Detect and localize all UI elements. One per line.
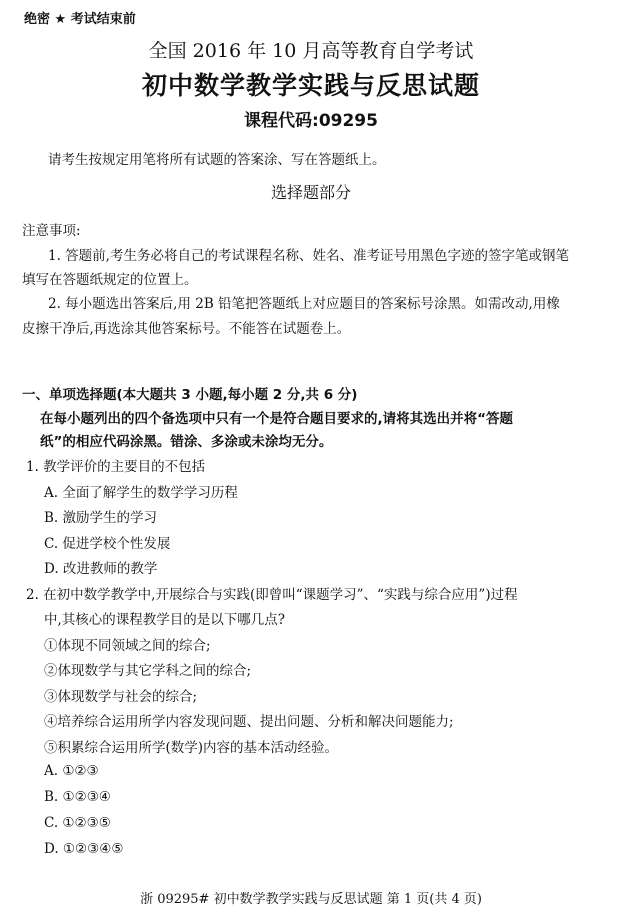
question-2-stem-line-1: 2. 在初中数学教学中,开展综合与实践(即曾叫“课题学习”、“实践与综合应用”)过程 bbox=[26, 587, 518, 603]
q2-point-5: ⑤积累综合运用所学(数学)内容的基本活动经验。 bbox=[44, 740, 339, 756]
q2-point-3: ③体现数学与社会的综合; bbox=[44, 689, 198, 705]
section-title: 选择题部分 bbox=[270, 183, 351, 202]
part1-description-line-1: 在每小题列出的四个备选项中只有一个是符合题目要求的,请将其选出并将“答题 bbox=[40, 411, 513, 427]
exam-session-line: 全国 2016 年 10 月高等教育自学考试 bbox=[148, 40, 474, 62]
page-title: 初中数学教学实践与反思试题 bbox=[141, 71, 480, 100]
part1-heading: 一、单项选择题(本大题共 3 小题,每小题 2 分,共 6 分) bbox=[22, 387, 358, 403]
q2-option-c: C. ①②③⑤ bbox=[44, 815, 111, 831]
q1-option-b: B. 激励学生的学习 bbox=[44, 510, 158, 526]
notes-heading: 注意事项: bbox=[22, 223, 81, 239]
note-2-line-1: 2. 每小题选出答案后,用 2B 铅笔把答题纸上对应题目的答案标号涂黑。如需改动,用橡 bbox=[48, 296, 560, 312]
confidential-label: 绝密 ★ 考试结束前 bbox=[24, 12, 136, 27]
q1-option-d: D. 改进教师的教学 bbox=[44, 561, 158, 577]
q2-option-a: A. ①②③ bbox=[44, 763, 99, 779]
q2-point-2: ②体现数学与其它学科之间的综合; bbox=[44, 663, 252, 679]
note-1-line-2: 填写在答题纸规定的位置上。 bbox=[22, 272, 198, 288]
q2-point-1: ①体现不同领域之间的综合; bbox=[44, 638, 211, 654]
question-2-stem-line-2: 中,其核心的课程教学目的是以下哪几点? bbox=[44, 612, 286, 628]
page-footer: 浙 09295# 初中数学教学实践与反思试题 第 1 页(共 4 页) bbox=[140, 892, 482, 907]
q2-point-4: ④培养综合运用所学内容发现问题、提出问题、分析和解决问题能力; bbox=[44, 714, 454, 730]
q1-option-c: C. 促进学校个性发展 bbox=[44, 536, 171, 552]
part1-description-line-2: 纸”的相应代码涂黑。错涂、多涂或未涂均无分。 bbox=[40, 434, 333, 450]
course-code: 课程代码:09295 bbox=[244, 111, 378, 131]
q1-option-a: A. 全面了解学生的数学学习历程 bbox=[44, 485, 238, 501]
q2-option-d: D. ①②③④⑤ bbox=[44, 841, 124, 857]
q2-option-b: B. ①②③④ bbox=[44, 789, 111, 805]
note-1-line-1: 1. 答题前,考生务必将自己的考试课程名称、姓名、准考证号用黑色字迹的签字笔或钢笔 bbox=[48, 248, 569, 264]
answer-instruction: 请考生按规定用笔将所有试题的答案涂、写在答题纸上。 bbox=[48, 152, 386, 168]
question-1-stem: 1. 教学评价的主要目的不包括 bbox=[26, 459, 206, 475]
note-2-line-2: 皮擦干净后,再选涂其他答案标号。不能答在试题卷上。 bbox=[22, 321, 351, 337]
